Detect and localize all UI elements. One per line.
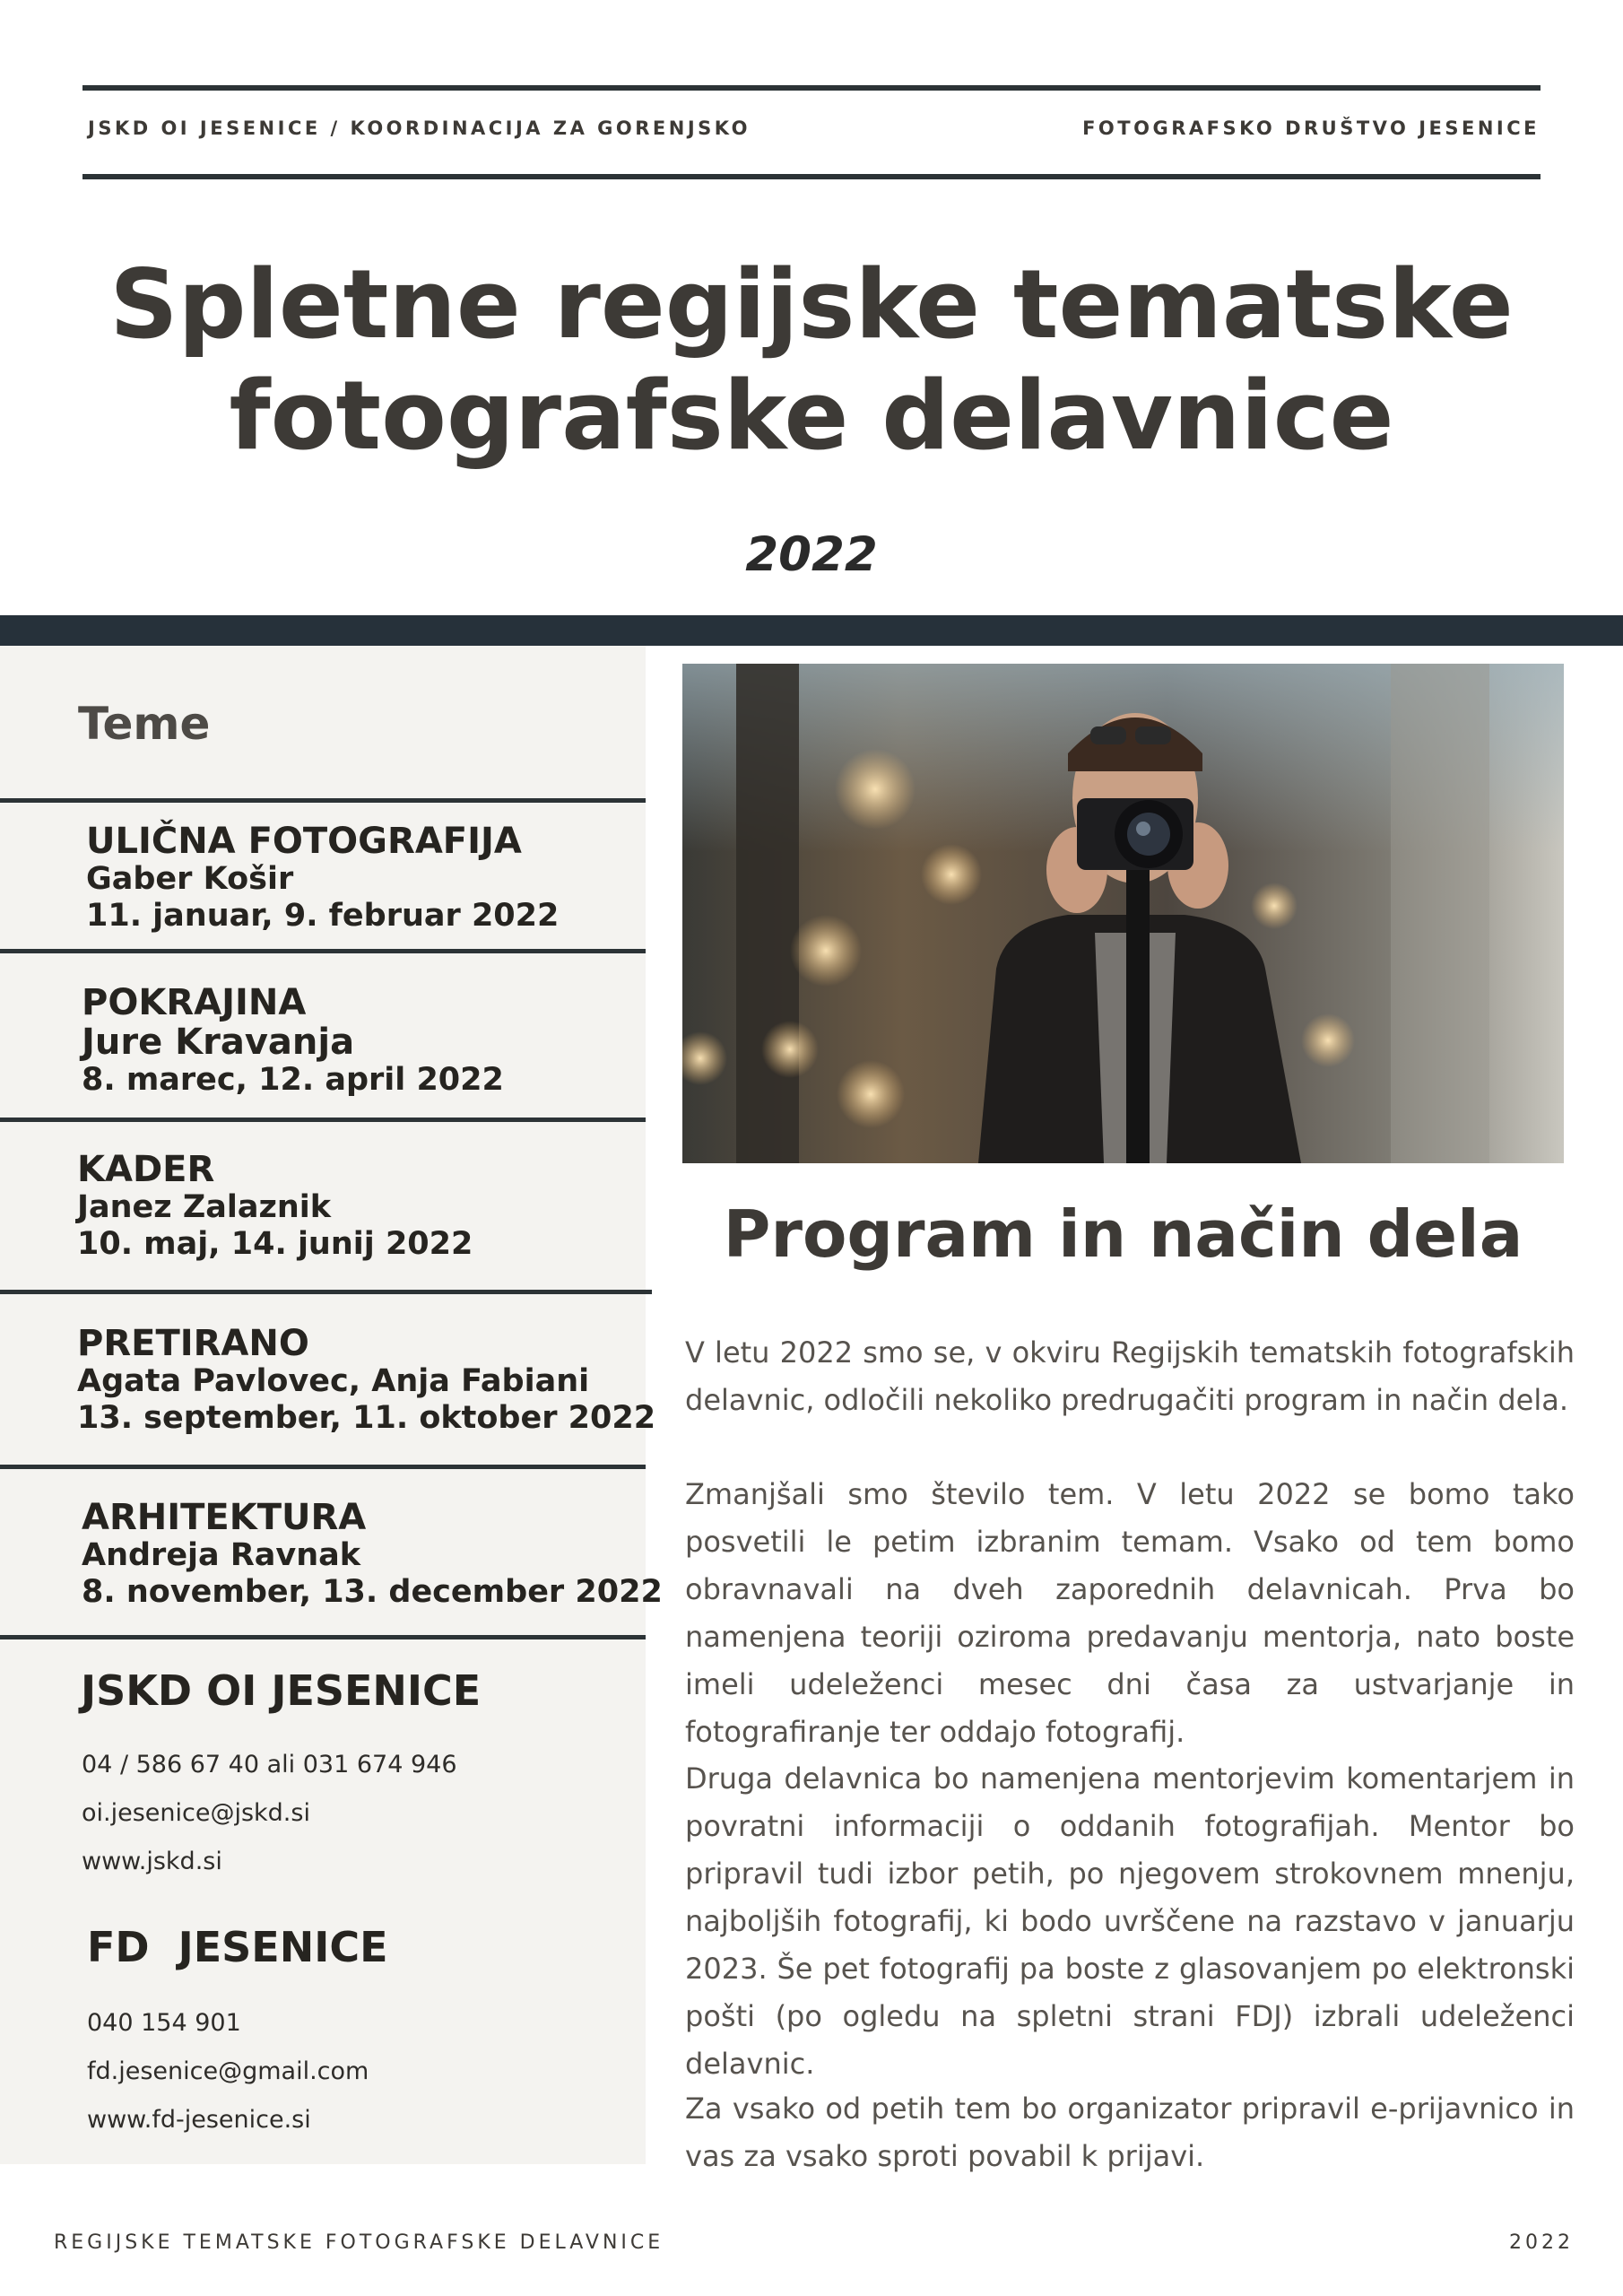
header-organization-left: JSKD OI JESENICE / KOORDINACIJA ZA GORENJSKO: [88, 117, 751, 139]
topic-mentor: Jure Kravanja: [82, 1022, 355, 1063]
topic-divider: [0, 1118, 646, 1122]
fd-website[interactable]: www.fd-jesenice.si: [87, 2106, 311, 2134]
topic-divider: [0, 1290, 652, 1294]
topic-exaggerated: [77, 1324, 655, 1437]
section-title: Program in način dela: [723, 1196, 1523, 1272]
topic-mentor: Andreja Ravnak: [82, 1537, 361, 1573]
page-title-line-2: fotografske delavnice: [229, 361, 1394, 471]
jskd-website[interactable]: www.jskd.si: [82, 1848, 222, 1875]
page-title: [0, 249, 1623, 472]
footer-title: REGIJSKE TEMATSKE FOTOGRAFSKE DELAVNICE: [54, 2231, 664, 2254]
topic-divider: [0, 1465, 646, 1469]
header-rule: [82, 174, 1541, 179]
topic-title: ARHITEKTURA: [82, 1497, 367, 1538]
topic-divider: [0, 949, 646, 953]
paragraph-registration: Za vsako od petih tem bo organizator pripravil e-prijavnico in vas za vsako sproti povabil k prijavi.: [685, 2092, 1575, 2173]
topic-mentor: Gaber Košir: [86, 861, 294, 897]
topic-mentor: Agata Pavlovec, Anja Fabiani: [77, 1363, 590, 1399]
topic-title: KADER: [77, 1149, 215, 1190]
top-rule: [82, 85, 1541, 91]
topic-dates: 8. marec, 12. april 2022: [82, 1062, 504, 1098]
page-title-line-1: Spletne regijske tematske: [109, 249, 1514, 360]
topic-street-photography: [86, 822, 559, 935]
topic-dates: 10. maj, 14. junij 2022: [77, 1226, 473, 1262]
topic-dates: 8. november, 13. december 2022: [82, 1574, 663, 1610]
fd-phone: 040 154 901: [87, 2009, 241, 2037]
fd-name: FD JESENICE: [87, 1923, 388, 1971]
topic-frame: [77, 1150, 473, 1263]
paragraph-intro: V letu 2022 smo se, v okviru Regijskih tematskih fotografskih delavnic, odločili nekoliko predrugačiti program in način dela.: [685, 1335, 1575, 1417]
topics-heading: Teme: [78, 698, 211, 750]
header-band: [0, 615, 1623, 646]
topic-dates: 13. september, 11. oktober 2022: [77, 1400, 656, 1436]
topic-divider: [0, 1635, 646, 1639]
paragraph-topics: Zmanjšali smo število tem. V letu 2022 se bomo tako posvetili le petim izbranim temam. Vsako od tem bomo obravnavali na dveh zaporednih delavnicah. Prva bo namenjena teoriji oziroma predavanju mentorja, nato boste imeli udeleženci mesec dni časa za ustvarjanje in fotografiranje ter oddajo fotografij.: [685, 1477, 1575, 1749]
photographer-photo: [682, 664, 1564, 1163]
paragraph-second-workshop: Druga delavnica bo namenjena mentorjevim komentarjem in povratni informaciji o oddanih fotografijah. Mentor bo pripravil tudi izbor petih, po njegovem strokovnem mnenju, najboljših fotografij, ki bodo uvrščene na razstavo v januarju 2023. Še pet fotografij pa boste z glasovanjem po elektronski pošti (po ogledu na spletni strani FDJ) izbrali udeleženci delavnic.: [685, 1761, 1575, 2081]
jskd-name: JSKD OI JESENICE: [81, 1666, 482, 1715]
topic-title: ULIČNA FOTOGRAFIJA: [86, 821, 522, 862]
topic-title: PRETIRANO: [77, 1323, 309, 1364]
jskd-phone: 04 / 586 67 40 ali 031 674 946: [82, 1751, 457, 1779]
topic-divider: [0, 798, 646, 803]
year-label: 2022: [745, 527, 878, 582]
jskd-email[interactable]: oi.jesenice@jskd.si: [82, 1799, 310, 1827]
header-organization-right: FOTOGRAFSKO DRUŠTVO JESENICE: [1082, 117, 1540, 139]
topic-mentor: Janez Zalaznik: [77, 1189, 332, 1225]
fd-email[interactable]: fd.jesenice@gmail.com: [87, 2057, 369, 2085]
topic-title: POKRAJINA: [82, 982, 307, 1023]
footer-year: 2022: [1509, 2231, 1574, 2254]
topic-dates: 11. januar, 9. februar 2022: [86, 898, 560, 934]
topic-landscape: [82, 983, 504, 1099]
topic-architecture: [82, 1498, 663, 1611]
